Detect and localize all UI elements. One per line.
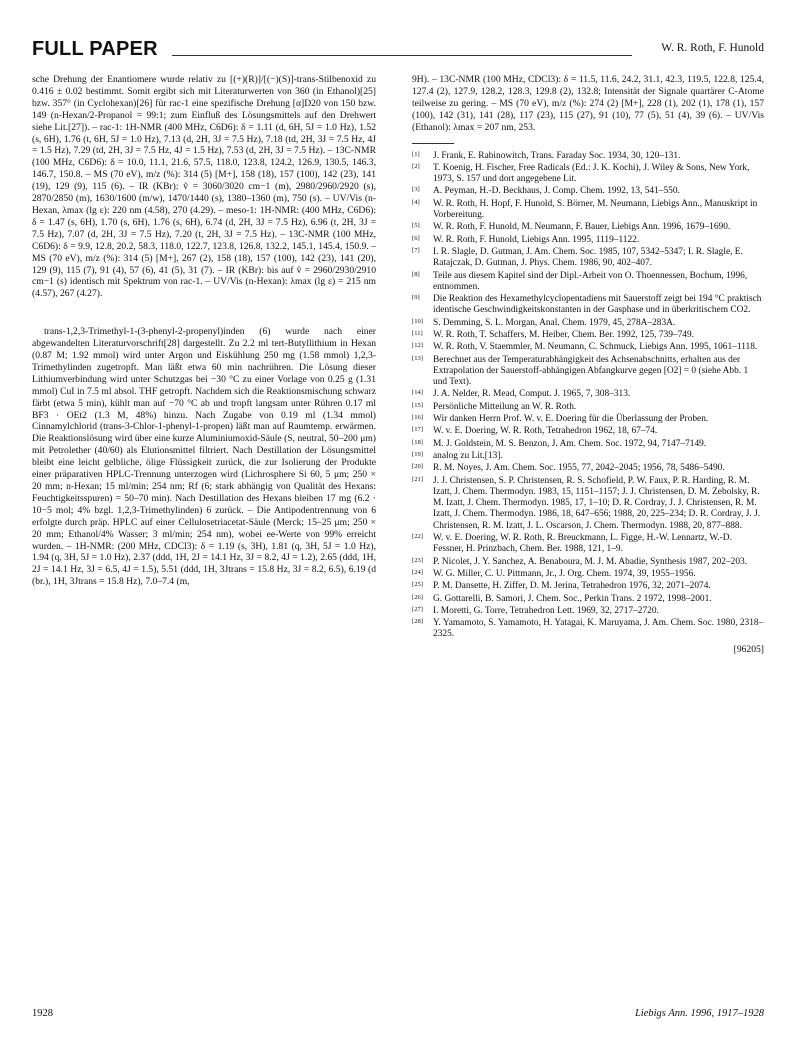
reference-item <box>412 426 764 437</box>
reference-item <box>412 271 764 294</box>
reference-number: [25] <box>412 581 423 589</box>
reference-item <box>412 389 764 400</box>
references-rule <box>412 143 454 144</box>
right-column <box>412 74 764 656</box>
reference-item <box>412 402 764 413</box>
journal-citation: Liebigs Ann. 1996, 1917–1928 <box>634 1008 764 1019</box>
running-authors: W. R. Roth, F. Hunold <box>661 42 764 54</box>
reference-number: [9] <box>412 294 420 302</box>
reference-item <box>412 163 764 186</box>
reference-text: I. R. Slagle, D. Gutman, J. Am. Chem. Soc. 1985, 107, 5342–5347; I. R. Slagle, E. Ratajczak, D. Gutman, J. Phys. Chem. 1986, 90, 402–407. <box>433 246 743 269</box>
continued-spectra-paragraph: 9H). – 13C-NMR (100 MHz, CDCl3): δ = 11.5, 11.6, 24.2, 31.1, 42.3, 119.5, 122.8, 125.4, 127.4 (2), 127.9, 128.2, 128.3, 129.8 (2), 132.8; Intensität der Signale quartärer C-Atome teilweise zu gering. – MS (70 eV), m/z (%): 274 (2) [M+], 228 (1), 202 (1), 178 (1), 157 (100), 142 (31), 141 (28), 117 (23), 115 (27), 91 (10), 77 (5), 51 (4), 39 (6). – UV/Vis (Ethanol): λmax = 207 nm, 253. <box>412 74 764 133</box>
reference-text: W. R. Roth, T. Schaffers, M. Heiber, Chem. Ber. 1992, 125, 739–749. <box>433 329 694 340</box>
reference-text: W. R. Roth, V. Staemmler, M. Neumann, C. Schmuck, Liebigs Ann. 1995, 1061–1118. <box>433 342 758 353</box>
rac-meso-spectra-paragraph: sche Drehung der Enantiomere wurde relativ zu [(+)(R)]/[(−)(S)]-trans-Stilbenoxid zu 0.416 ± 0.02 bestimmt. Somit ergibt sich mit Literaturwerten von 360 (in Ethanol)[25] bzw. 357° (in Cyclohexan)[26] für rac-1 eine spezifische Drehung [α]D20 von 150 bzw. 149 (n-Hexan/2-Propanol = 99:1; zum Einfluß des Lösungsmittels auf den Drehwert siehe Lit.[27]). – rac-1: 1H-NMR (400 MHz, C6D6): δ = 1.11 (d, 6H, 5J = 1.0 Hz), 1.52 (s, 6H), 1.76 (t, 6H, 5J = 1.0 Hz), 7.13 (d, 2H, 3J = 7.5 Hz), 7.18 (td, 2H, 3J = 7.5 Hz, 4J = 1.5 Hz), 7.29 (td, 2H, 3J = 7.5 Hz, 4J = 1.5 Hz), 7.53 (d, 2H, 3J = 7.5 Hz). – 13C-NMR (100 MHz, C6D6): δ = 10.0, 11.1, 21.6, 57.5, 118.0, 123.8, 124.2, 126.9, 130.5, 146.3, 146.7, 150.8. – MS (70 eV), m/z (%): 314 (5) [M+], 158 (18), 157 (100), 142 (23), 141 (19), 129 (9), 115 (6). – IR (KBr): ṽ = 3060/3020 cm−1 (m), 2980/2960/2920 (s), 2870/2850 (m), 1630/1600 (m/w), 1470/1440 (s), 1380–1360 (m), 750 (s). – UV/Vis (n-Hexan, λmax (lg ε): 220 nm (4.58), 270 (4.29). – meso-1: 1H-NMR: (400 MHz, C6D6): δ = 1.47 (s, 6H), 1.70 (s, 6H), 1.76 (s, 6H), 6.74 (d, 2H, 3J = 7.5 Hz), 6.96 (t, 2H, 3J = 7.5 Hz), 7.07 (d, 2H, 3J = 7.5 Hz), 7.20 (t, 2H, 3J = 7.5 Hz). – 13C-NMR (100 MHz, C6D6): δ = 9.9, 12.8, 20.2, 58.3, 118.0, 122.7, 123.8, 126.8, 132.2, 145.1, 145.4, 150.9. – MS (70 eV), m/z (%): 314 (5) [M+], 267 (2), 158 (18), 157 (100), 142 (23), 141 (20), 129 (9), 115 (7), 91 (4), 57 (6), 41 (5), 31 (7). – IR (KBr): bis auf ṽ = 2960/2930/2910 cm−1 (s) identisch mit Spektrum von rac-1. – UV/Vis (n-Hexan): λmax (lg ε) = 215 nm (4.57), 267 (4.27). <box>32 74 376 300</box>
inden-synthesis-paragraph: trans-1,2,3-Trimethyl-1-(3-phenyl-2-propenyl)inden (6) wurde nach einer abgewandelten Literaturvorschrift[28] dargestellt. Zu 2.2 ml tert-Butyllithium in Hexan (0.87 M; 1.92 mmol) wird unter Argon und Eiskühlung 250 mg (1.58 mmol) 1,2,3-Trimethylinden zugetropft. Man läßt etwa 60 min nachrühren. Die Lösung dieser Lithiumverbindung wird unter Schutzgas bei −30 °C zu einer Vorlage von 0.25 g (1.31 mmol) CuI in 7.5 ml absol. THF getropft. Nachdem sich die Reaktionsmischung schwarz färbt (etwa 5 min), kühlt man auf −70 °C ab und tropft langsam unter Rühren 0.17 ml BF3 · OEt2 (1.3 M, 48%) hinzu. Nach Zugabe von 0.19 ml (1.34 mmol) Cinnamylchlorid (trans-3-Chlor-1-phenyl-1-propen) läßt man auf Raumtemp. erwärmen. Die Reaktionslösung wird über eine kurze Aluminiumoxid-Säule (S, neutral, 50–200 μm) mit Petrolether (40/60) als Elutionsmittel filtriert. Nach Destillation der Lösungsmittel bleibt eine leicht gelbliche, ölige Flüssigkeit zurück, die zur Isolierung der Produkte einer präparativen HPLC-Trennung unterzogen wird (Lichrosphere Si 60, 5 μm; 250 × 20 mm; n-Hexan; 15 ml/min; 254 nm; Rf (6; stark abhängig von Qualität des Hexans: Feuchtigkeitsspuren) = 50–70 min). Nach Destillation des Hexans bleiben 17 mg (6.2 · 10−5 mol; 4% bzgl. 1,2,3-Trimethylinden) 6 zurück. – Die Antipodentrennung von 6 erfolgte durch präp. HPLC auf einer Cellulosetriacetat-Säule (Merck; 15–25 μm; 250 × 20 mm; Ethanol/4% Wasser; 3 ml/min; 254 nm), wobei ee-Werte von 99% erreicht wurden. – 1H-NMR: (200 MHz, CDCl3): δ = 1.19 (s, 3H), 1.81 (q, 3H, 5J = 1.0 Hz), 1.94 (q, 3H, 5J = 1.0 Hz), 2.37 (ddd, 1H, 2J = 14.1 Hz, 3J = 8.2, 4J = 1.2), 2.65 (ddd, 1H, 2J = 14.1 Hz, 3J = 6.5, 4J = 1.5), 5.51 (ddd, 1H, 3Jtrans = 15.8 Hz, 3J = 8.2, 6.5), 6.19 (d (br.), 1H, 3Jtrans = 15.8 Hz), 7.0–7.4 (m, <box>32 326 376 588</box>
reference-text: Teile aus diesem Kapitel sind der Dipl.-Arbeit von O. Thoennessen, Bochum, 1996, entnommen. <box>433 270 748 292</box>
reference-text: Die Reaktion des Hexamethylcyclopentadiens mit Sauerstoff zeigt bei 194 °C praktisch identische Geschwindigkeitskonstanten in der Gasphase und in überkritischem CO2. <box>433 294 762 316</box>
reference-number: [11] <box>412 329 423 337</box>
reference-text: P. Nicolet, J. Y. Sanchez, A. Benaboura, M. J. M. Abadie, Synthesis 1987, 202–203. <box>433 556 748 567</box>
reference-number: [1] <box>412 150 420 158</box>
reference-item <box>412 594 764 605</box>
reference-number: [19] <box>412 450 423 458</box>
reference-text: W. R. Roth, F. Hunold, Liebigs Ann. 1995, 1119–1122. <box>433 234 640 245</box>
reference-item <box>412 569 764 580</box>
reference-item <box>412 533 764 556</box>
reference-text: W. G. Miller, C. U. Pittmann, Jr., J. Org. Chem. 1974, 39, 1955–1956. <box>433 568 696 579</box>
reference-text: W. R. Roth, F. Hunold, M. Neumann, F. Bauer, Liebigs Ann. 1996, 1679–1690. <box>433 222 731 233</box>
reference-number: [17] <box>412 426 423 434</box>
page-header <box>32 38 764 62</box>
reference-number: [7] <box>412 246 420 254</box>
reference-list <box>412 151 764 641</box>
reference-text: J. Frank, E. Rabinowitch, Trans. Faraday Soc. 1934, 30, 120–131. <box>433 150 681 161</box>
reference-number: [28] <box>412 618 423 626</box>
reference-text: P. M. Dansette, H. Ziffer, D. M. Jerina, Tetrahedron 1976, 32, 2071–2074. <box>433 581 711 592</box>
reference-item <box>412 355 764 389</box>
reference-item <box>412 199 764 222</box>
reference-text: T. Koenig, H. Fischer, Free Radicals (Ed.: J. K. Kochi), J. Wiley & Sons, New York, 1973, S. 157 und dort angegebene Lit. <box>433 162 750 185</box>
reference-text: R. M. Noyes, J. Am. Chem. Soc. 1955, 77, 2042–2045; 1956, 78, 5486–5490. <box>433 463 725 474</box>
reference-text: A. Peyman, H.-D. Beckhaus, J. Comp. Chem. 1992, 13, 541–550. <box>433 186 680 197</box>
reference-item <box>412 463 764 474</box>
reference-number: [21] <box>412 475 423 483</box>
reference-text: G. Gottarelli, B. Samori, J. Chem. Soc., Perkin Trans. 2 1972, 1998–2001. <box>433 593 712 604</box>
page-number: 1928 <box>32 1008 53 1019</box>
section-label: FULL PAPER <box>32 38 158 60</box>
reference-number: [8] <box>412 270 420 278</box>
reference-text: W. v. E. Doering, W. R. Roth, R. Breuckmann, L. Figge, H.-W. Lennartz, W.-D. Fessner, H. Prinzbach, Chem. Ber. 1988, 121, 1–9. <box>433 533 732 555</box>
reference-item <box>412 186 764 197</box>
reference-item <box>412 618 764 641</box>
reference-item <box>412 414 764 425</box>
reference-item <box>412 247 764 270</box>
reference-number: [2] <box>412 162 420 170</box>
reference-text: Berechnet aus der Temperaturabhängigkeit des Achsenabschnitts, erhalten aus der Extrapolation der Sauerstoff-abhängigen Abfangkurve gegen [O2] = 0 (siehe Abb. 1 und Text). <box>433 354 749 388</box>
reference-text: M. J. Goldstein, M. S. Benzon, J. Am. Chem. Soc. 1972, 94, 7147–7149. <box>433 438 707 449</box>
manuscript-code: [96205] <box>733 643 764 655</box>
reference-number: [14] <box>412 389 423 397</box>
reference-item <box>412 235 764 246</box>
reference-text: Wir danken Herrn Prof. W. v. E. Doering für die Überlassung der Proben. <box>433 414 709 425</box>
reference-number: [3] <box>412 186 420 194</box>
reference-item <box>412 222 764 233</box>
reference-number: [13] <box>412 354 423 362</box>
reference-number: [10] <box>412 317 423 325</box>
reference-number: [5] <box>412 222 420 230</box>
reference-number: [24] <box>412 568 423 576</box>
reference-item <box>412 294 764 317</box>
reference-item <box>412 451 764 462</box>
reference-text: analog zu Lit.[13]. <box>433 450 503 461</box>
reference-text: S. Demming, S. L. Morgan, Anal. Chem. 1979, 45, 278A–283A. <box>433 317 676 328</box>
reference-number: [20] <box>412 463 423 471</box>
reference-item <box>412 330 764 341</box>
reference-number: [26] <box>412 593 423 601</box>
reference-text: W. R. Roth, H. Hopf, F. Hunold, S. Börner, M. Neumann, Liebigs Ann., Manuskript in Vorbereitung. <box>433 198 758 221</box>
reference-item <box>412 439 764 450</box>
reference-number: [4] <box>412 198 420 206</box>
reference-text: W. v. E. Doering, W. R. Roth, Tetrahedron 1962, 18, 67–74. <box>433 426 658 437</box>
reference-item <box>412 557 764 568</box>
reference-number: [6] <box>412 234 420 242</box>
reference-number: [27] <box>412 605 423 613</box>
reference-number: [15] <box>412 401 423 409</box>
reference-item <box>412 318 764 329</box>
reference-text: J. J. Christensen, S. P. Christensen, R. S. Schofield, P. W. Faux, P. R. Harding, R. M. Izatt, J. Chem. Thermodyn. 1983, 15, 1151–1157; J. J. Christensen, D. M. Zebolsky, R. M. Izatt, J. Chem. Thermodyn. 1985, 17, 1–10; D. R. Cordray, J. J. Christensen, R. M. Izatt, J. Chem. Thermodyn. 1986, 18, 647–656; 1988, 20, 225–234; D. R. Cordray, J. J. Christensen, R. M. Izatt, J. L. Oscarson, J. Chem. Thermodyn. 1988, 20, 877–888. <box>433 475 761 531</box>
reference-text: I. Moretti, G. Torre, Tetrahedron Lett. 1969, 32, 2717–2720. <box>433 605 659 616</box>
reference-text: J. A. Nelder, R. Mead, Comput. J. 1965, 7, 308–313. <box>433 389 631 400</box>
reference-number: [16] <box>412 414 423 422</box>
reference-item <box>412 342 764 353</box>
reference-item <box>412 151 764 162</box>
reference-text: Y. Yamamoto, S. Yamamoto, H. Yatagai, K. Maruyama, J. Am. Chem. Soc. 1980, 2318–2325. <box>433 618 764 640</box>
header-rule <box>172 55 632 56</box>
reference-number: [22] <box>412 533 423 541</box>
reference-text: Persönliche Mitteilung an W. R. Roth. <box>433 401 577 412</box>
left-column <box>32 74 376 588</box>
reference-item <box>412 581 764 592</box>
reference-item <box>412 476 764 532</box>
reference-number: [12] <box>412 342 423 350</box>
reference-item <box>412 606 764 617</box>
reference-number: [18] <box>412 438 423 446</box>
reference-number: [23] <box>412 556 423 564</box>
